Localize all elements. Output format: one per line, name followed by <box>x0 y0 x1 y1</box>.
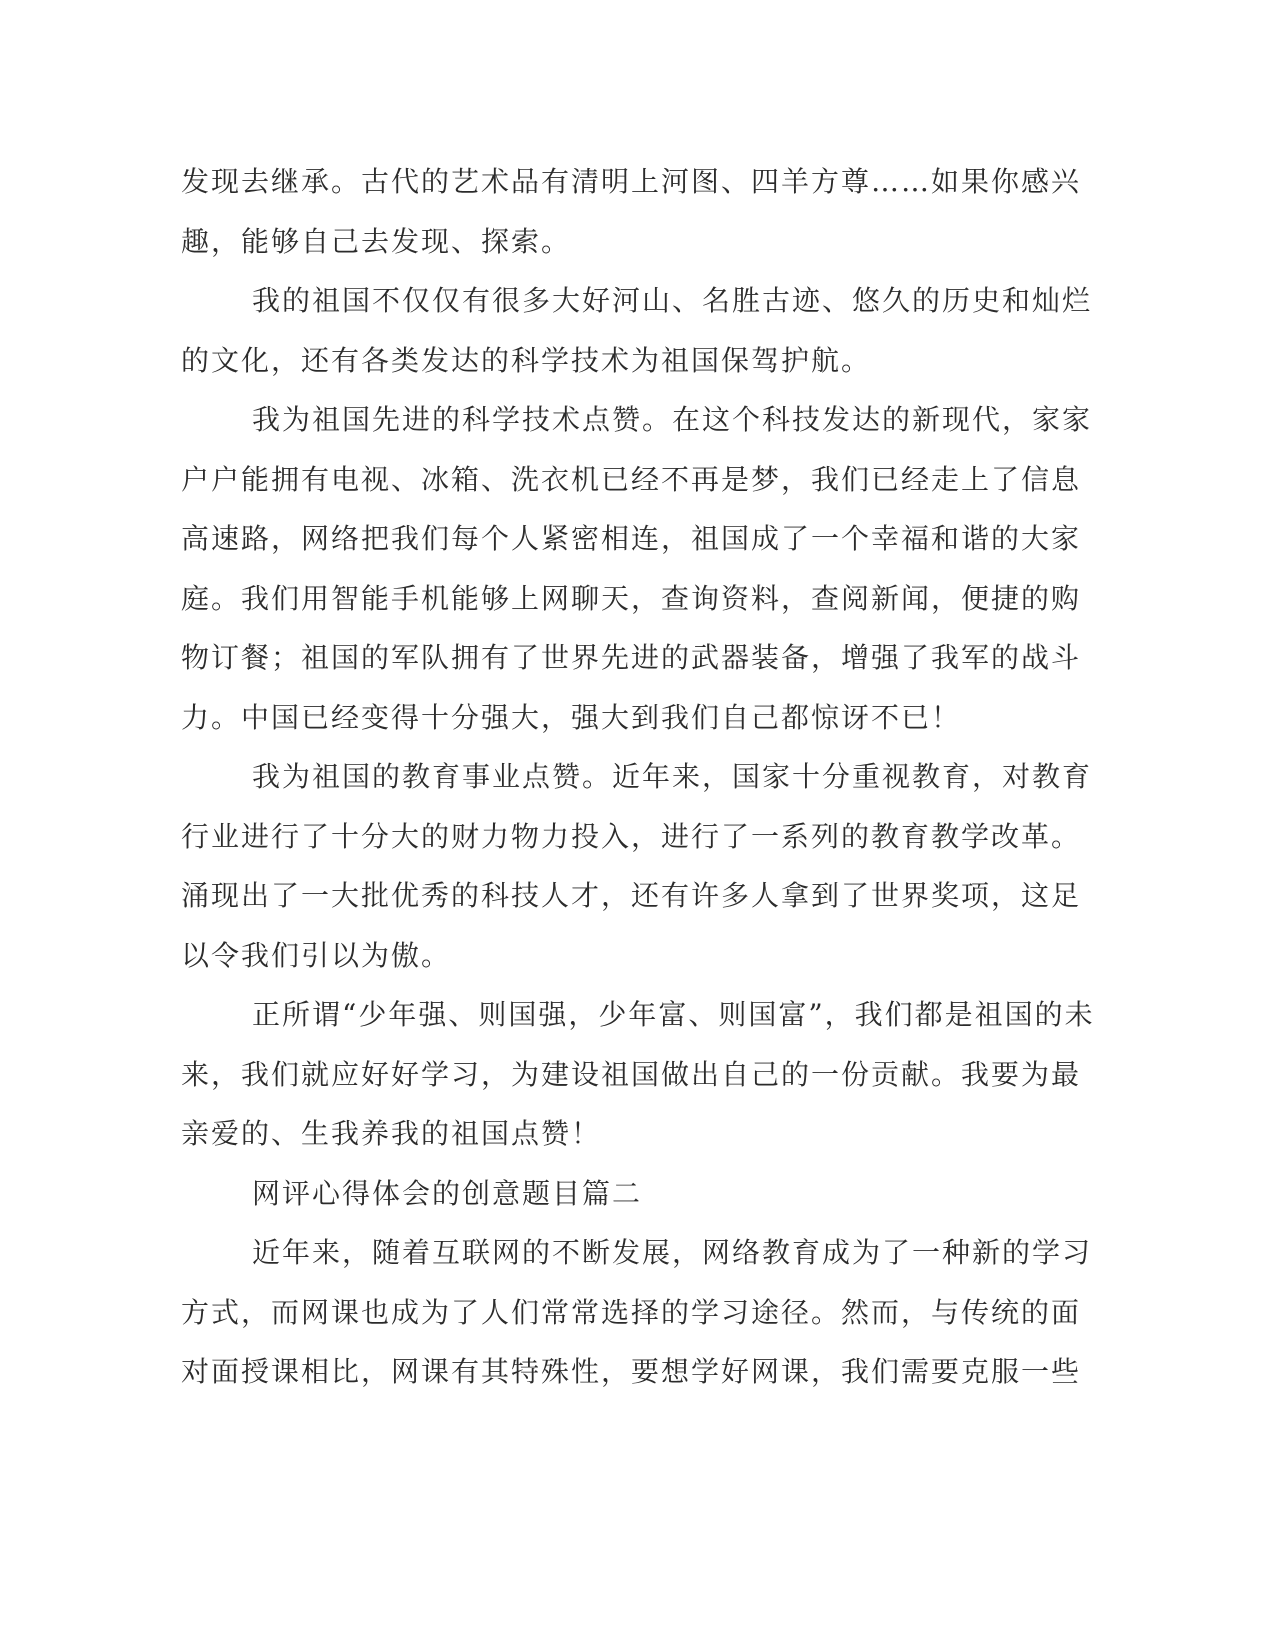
text-line: 行业进行了十分大的财力物力投入，进行了一系列的教育教学改革。 <box>181 819 1082 853</box>
text-line: 亲爱的、生我养我的祖国点赞！ <box>181 1117 602 1150</box>
text-line: 我为祖国的教育事业点赞。近年来，国家十分重视教育，对教育 <box>252 760 1093 793</box>
text-line: 高速路，网络把我们每个人紧密相连，祖国成了一个幸福和谐的大家 <box>181 522 1082 555</box>
text-line: 物订餐；祖国的军队拥有了世界先进的武器装备，增强了我军的战斗 <box>181 641 1082 674</box>
text-line: 我为祖国先进的科学技术点赞。在这个科技发达的新现代，家家 <box>252 403 1093 436</box>
text-line: 力。中国已经变得十分强大，强大到我们自己都惊讶不已！ <box>181 700 962 734</box>
text-line: 户户能拥有电视、冰箱、洗衣机已经不再是梦，我们已经走上了信息 <box>181 462 1082 496</box>
text-line: 涌现出了一大批优秀的科技人才，还有许多人拿到了世界奖项，这足 <box>181 879 1082 912</box>
text-line: 我的祖国不仅仅有很多大好河山、名胜古迹、悠久的历史和灿烂 <box>252 284 1093 317</box>
document-body <box>181 152 1095 1402</box>
text-line: 来，我们就应好好学习，为建设祖国做出自己的一份贡献。我要为最 <box>181 1057 1082 1091</box>
text-line: 的文化，还有各类发达的科学技术为祖国保驾护航。 <box>181 343 872 377</box>
text-line: 趣，能够自己去发现、探索。 <box>181 224 572 258</box>
text-line: 庭。我们用智能手机能够上网聊天，查询资料，查阅新闻，便捷的购 <box>181 581 1082 615</box>
section-heading: 网评心得体会的创意题目篇二 <box>252 1176 643 1210</box>
text-line: 发现去继承。古代的艺术品有清明上河图、四羊方尊……如果你感兴 <box>181 165 1082 198</box>
text-line: 方式，而网课也成为了人们常常选择的学习途径。然而，与传统的面 <box>181 1295 1082 1329</box>
text-line: 正所谓“少年强、则国强，少年富、则国富”，我们都是祖国的未 <box>252 998 1095 1031</box>
text-line: 以令我们引以为傲。 <box>181 938 452 972</box>
text-line: 对面授课相比，网课有其特殊性，要想学好网课，我们需要克服一些 <box>181 1355 1082 1388</box>
text-line: 近年来，随着互联网的不断发展，网络教育成为了一种新的学习 <box>252 1236 1093 1269</box>
